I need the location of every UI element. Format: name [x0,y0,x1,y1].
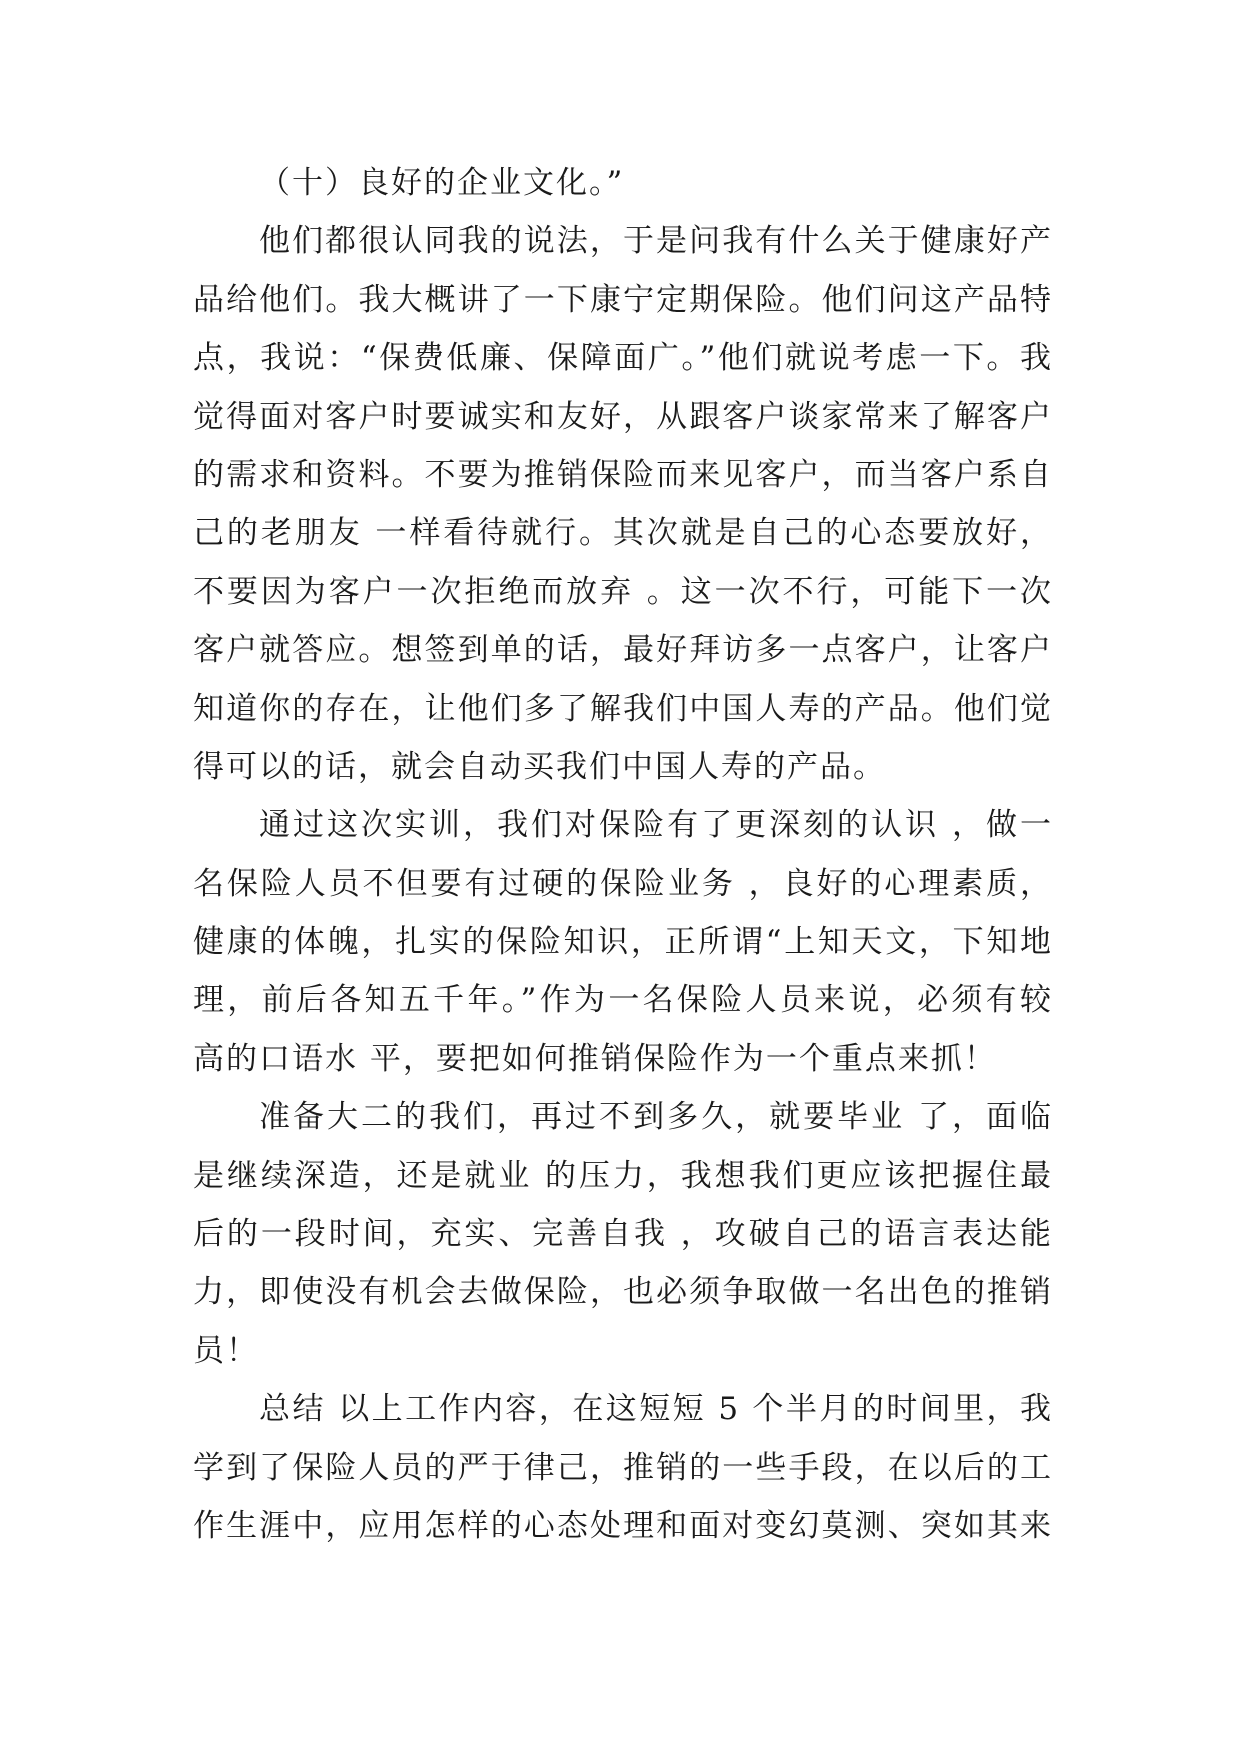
text-line: 健康的体魄，扎实的保险知识，正所谓“上知天文，下知地 [193,924,1053,961]
text-line: 作生涯中，应用怎样的心态处理和面对变幻莫测、突如其来 [193,1507,1053,1544]
text-line: 高的口语水 平，要把如何推销保险作为一个重点来抓！ [193,1040,997,1077]
text-line: 理，前后各知五千年。”作为一名保险人员来说，必须有较 [193,982,1053,1019]
text-line: 觉得面对客户时要诚实和友好，从跟客户谈家常来了解客户 [193,398,1053,435]
text-line: 名保险人员不但要有过硬的保险业务 ，良好的心理素质， [193,865,1053,902]
text-line: 品给他们。我大概讲了一下康宁定期保险。他们问这产品特 [193,281,1053,318]
text-line: 是继续深造，还是就业 的压力，我想我们更应该把握住最 [193,1157,1053,1194]
document-body [193,154,1053,1555]
text-line: 的需求和资料。不要为推销保险而来见客户，而当客户系自 [193,456,1053,493]
text-line: 己的老朋友 一样看待就行。其次就是自己的心态要放好， [193,515,1053,552]
text-line: 准备大二的我们，再过不到多久，就要毕业 了，面临 [259,1099,1053,1136]
text-line: （十）良好的企业文化。” [259,165,625,201]
text-line: 他们都很认同我的说法，于是问我有什么关于健康好产 [259,223,1053,260]
text-line: 通过这次实训，我们对保险有了更深刻的认识 ，做一 [259,807,1053,844]
text-line: 得可以的话，就会自动买我们中国人寿的产品。 [193,748,886,785]
text-line: 员！ [193,1332,259,1369]
text-line: 客户就答应。想签到单的话，最好拜访多一点客户，让客户 [193,632,1053,669]
text-line: 学到了保险人员的严于律己，推销的一些手段，在以后的工 [193,1449,1053,1486]
text-line: 力，即使没有机会去做保险，也必须争取做一名出色的推销 [193,1274,1053,1311]
text-line: 后的一段时间，充实、完善自我 ，攻破自己的语言表达能 [193,1216,1053,1253]
text-line: 不要因为客户一次拒绝而放弃 。这一次不行，可能下一次 [193,573,1053,610]
text-line: 知道你的存在，让他们多了解我们中国人寿的产品。他们觉 [193,690,1053,727]
text-line: 总结 以上工作内容，在这短短 5 个半月的时间里，我 [259,1391,1053,1428]
text-line: 点，我说：“保费低廉、保障面广。”他们就说考虑一下。我 [193,340,1053,377]
